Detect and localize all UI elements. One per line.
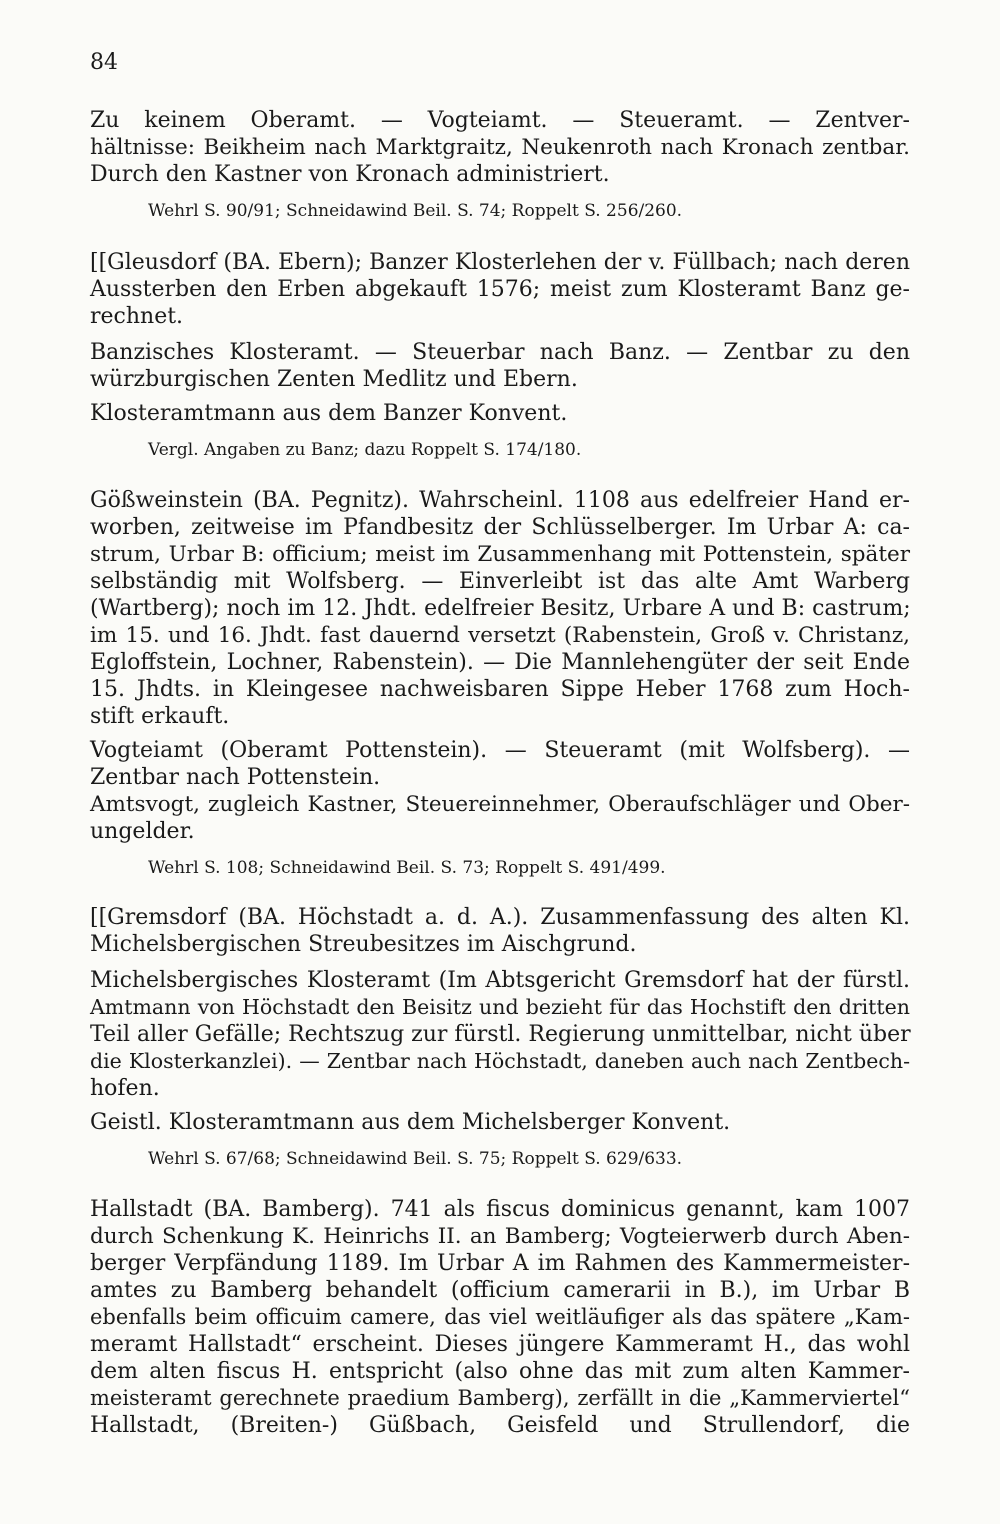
text-line: ungelder. <box>90 819 195 844</box>
text-line: [[Gremsdorf (BA. Höchstadt a. d. A.). Zusammenfassung des alten Kl. <box>90 905 910 930</box>
text-line: Amtmann von Höchstadt den Beisitz und bezieht für das Hochstift den dritten <box>90 995 910 1019</box>
text-line: im 15. und 16. Jhdt. fast dauernd versetzt (Rabenstein, Groß v. Christanz, <box>90 623 910 648</box>
text-line: stift erkauft. <box>90 704 230 729</box>
reference-line: Vergl. Angaben zu Banz; dazu Roppelt S. 174/180. <box>148 440 582 460</box>
text-line: selbständig mit Wolfsberg. — Einverleibt ist das alte Amt Warberg <box>90 569 910 594</box>
text-line: ebenfalls beim officuim camere, das viel weitläufiger als das spätere „Kam- <box>90 1305 910 1329</box>
text-line: Geistl. Klosteramtmann aus dem Michelsberger Konvent. <box>90 1110 731 1135</box>
text-line: hofen. <box>90 1076 160 1101</box>
text-line: strum, Urbar B: officium; meist im Zusammenhang mit Pottenstein, später <box>90 542 910 567</box>
text-line: amtes zu Bamberg behandelt (officium camerarii in B.), im Urbar B <box>90 1278 910 1303</box>
text-line: Durch den Kastner von Kronach administriert. <box>90 162 610 187</box>
text-line: durch Schenkung K. Heinrichs II. an Bamberg; Vogteierwerb durch Aben- <box>90 1224 910 1249</box>
text-line: Teil aller Gefälle; Rechtszug zur fürstl. Regierung unmittelbar, nicht über <box>90 1022 911 1047</box>
text-line: Vogteiamt (Oberamt Pottenstein). — Steueramt (mit Wolfsberg). — <box>90 738 910 763</box>
text-line: Hallstadt (BA. Bamberg). 741 als fiscus dominicus genannt, kam 1007 <box>90 1197 910 1222</box>
page-number: 84 <box>90 50 118 75</box>
reference-line: Wehrl S. 108; Schneidawind Beil. S. 73; Roppelt S. 491/499. <box>148 858 666 878</box>
reference-line: Wehrl S. 67/68; Schneidawind Beil. S. 75; Roppelt S. 629/633. <box>148 1149 683 1169</box>
text-line: Egloffstein, Lochner, Rabenstein). — Die Mannlehengüter der seit Ende <box>90 650 910 675</box>
text-line: rechnet. <box>90 304 184 329</box>
text-line: hältnisse: Beikheim nach Marktgraitz, Neukenroth nach Kronach zentbar. <box>90 135 910 160</box>
text-line: Hallstadt, (Breiten-) Güßbach, Geisfeld und Strullendorf, die <box>90 1413 910 1438</box>
text-line: Zentbar nach Pottenstein. <box>90 765 381 790</box>
text-line: Zu keinem Oberamt. — Vogteiamt. — Steueramt. — Zentver- <box>90 108 910 133</box>
text-line: 15. Jhdts. in Kleingesee nachweisbaren Sippe Heber 1768 zum Hoch- <box>90 677 910 702</box>
text-line: Michelsbergisches Klosteramt (Im Abtsgericht Gremsdorf hat der fürstl. <box>90 968 910 993</box>
text-line: Aussterben den Erben abgekauft 1576; meist zum Klosteramt Banz ge- <box>90 277 910 302</box>
reference-line: Wehrl S. 90/91; Schneidawind Beil. S. 74; Roppelt S. 256/260. <box>148 201 683 221</box>
text-line: dem alten fiscus H. entspricht (also ohne das mit zum alten Kammer- <box>90 1359 910 1384</box>
text-line: Gößweinstein (BA. Pegnitz). Wahrscheinl. 1108 aus edelfreier Hand er- <box>90 488 910 513</box>
text-line: berger Verpfändung 1189. Im Urbar A im Rahmen des Kammermeister- <box>90 1251 910 1276</box>
text-line: meramt Hallstadt“ erscheint. Dieses jüngere Kammeramt H., das wohl <box>90 1332 910 1357</box>
text-line: würzburgischen Zenten Medlitz und Ebern. <box>90 367 578 392</box>
text-line: (Wartberg); noch im 12. Jhdt. edelfreier Besitz, Urbare A und B: castrum; <box>90 596 911 621</box>
text-line: meisteramt gerechnete praedium Bamberg), zerfällt in die „Kammerviertel“ <box>90 1386 910 1410</box>
text-line: Michelsbergischen Streubesitzes im Aischgrund. <box>90 932 637 957</box>
text-line: die Klosterkanzlei). — Zentbar nach Höchstadt, daneben auch nach Zentbech- <box>90 1049 910 1073</box>
text-line: Klosteramtmann aus dem Banzer Konvent. <box>90 401 568 426</box>
text-line: Banzisches Klosteramt. — Steuerbar nach Banz. — Zentbar zu den <box>90 340 910 365</box>
text-line: worben, zeitweise im Pfandbesitz der Schlüsselberger. Im Urbar A: ca- <box>90 515 910 540</box>
text-line: [[Gleusdorf (BA. Ebern); Banzer Klosterlehen der v. Füllbach; nach deren <box>90 250 910 275</box>
text-line: Amtsvogt, zugleich Kastner, Steuereinnehmer, Oberaufschläger und Ober- <box>90 792 910 817</box>
